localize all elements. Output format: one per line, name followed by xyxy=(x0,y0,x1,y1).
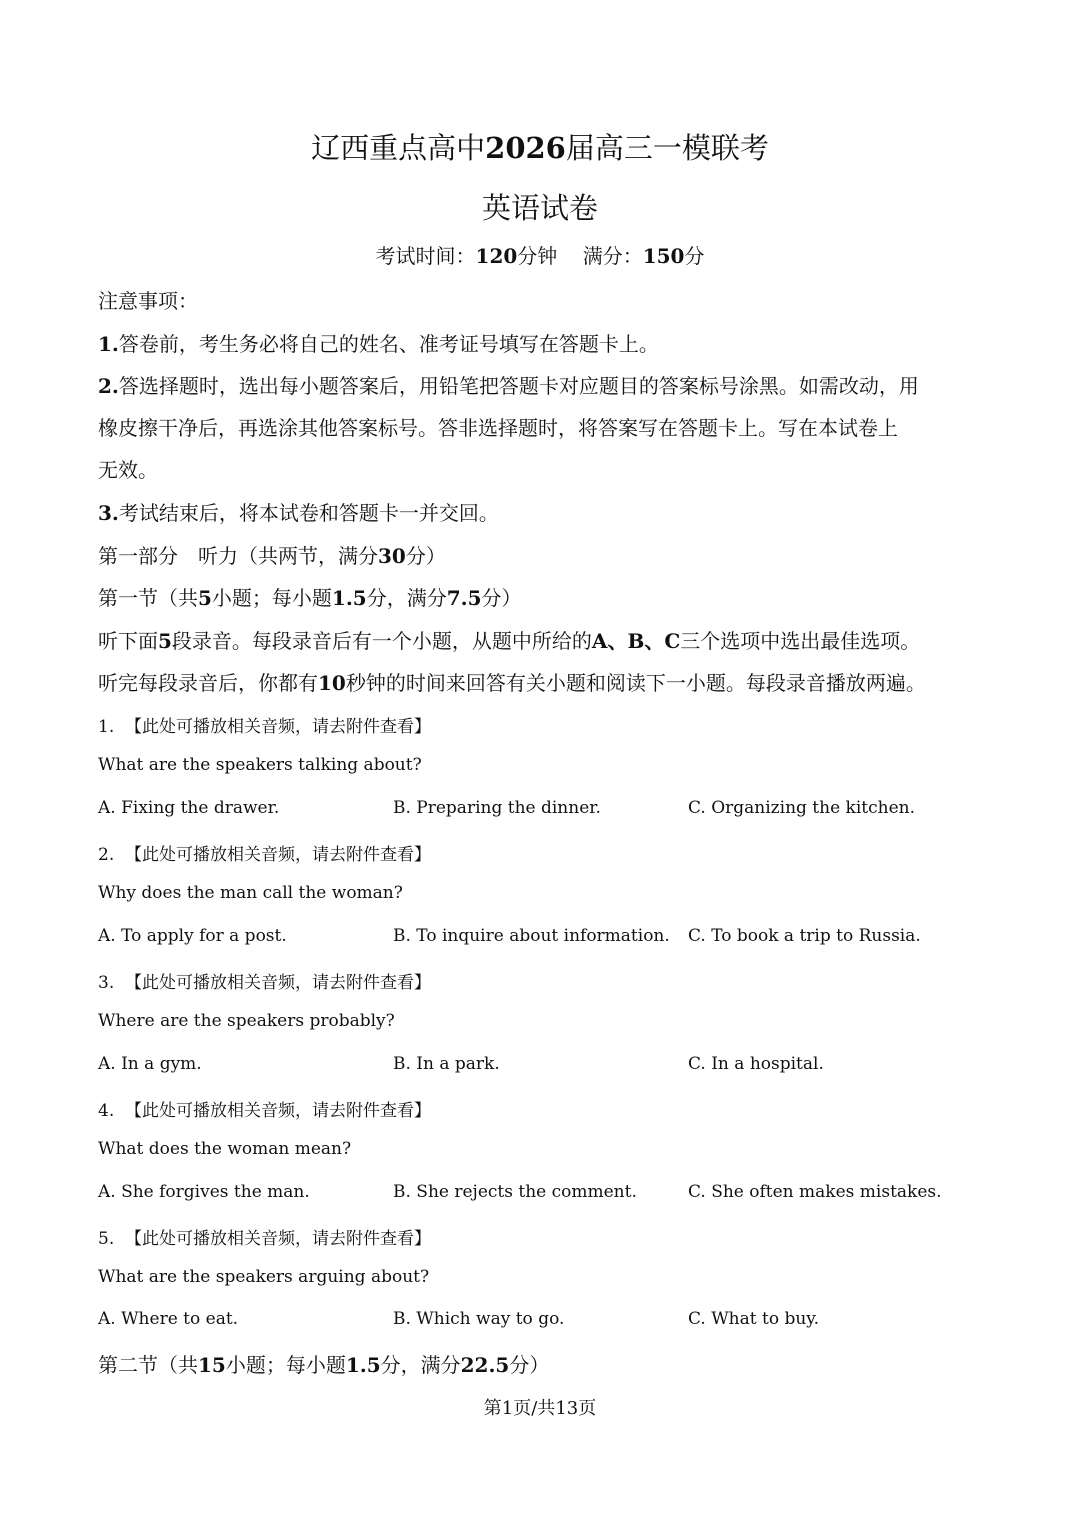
part1-heading xyxy=(98,540,998,569)
question-number: 5. xyxy=(98,1229,115,1249)
notice-item-2-cont: 橡皮擦干净后，再选涂其他答案标号。答非选择题时，将答案写在答题卡上。写在本试卷上 xyxy=(98,416,898,440)
audio-note[interactable]: 【此处可播放相关音频，请去附件查看】 xyxy=(125,973,432,993)
question-4-option-a: A. She forgives the man. xyxy=(98,1182,310,1202)
question-3-option-c: C. In a hospital. xyxy=(688,1054,824,1074)
notice-heading: 注意事项： xyxy=(98,289,198,313)
notice-item-2-cont: 无效。 xyxy=(98,458,158,482)
sec1-total: 7.5 xyxy=(446,586,482,610)
question-3-option-a: A. In a gym. xyxy=(98,1054,202,1074)
question-1-option-a: A. Fixing the drawer. xyxy=(98,798,280,818)
sec2-each: 1.5 xyxy=(345,1353,381,1377)
audio-note[interactable]: 【此处可播放相关音频，请去附件查看】 xyxy=(125,1101,432,1121)
instructions-line-2 xyxy=(98,667,998,696)
question-2-option-c: C. To book a trip to Russia. xyxy=(688,926,921,946)
notice-item-1 xyxy=(98,328,998,357)
sec2-text: 分，满分 xyxy=(380,1353,461,1377)
time-unit: 分钟 xyxy=(517,244,558,268)
sec1-text: 分） xyxy=(481,586,522,610)
question-2-stem: Why does the man call the woman? xyxy=(98,883,403,903)
question-number: 2. xyxy=(98,845,115,865)
question-2-audio[interactable] xyxy=(98,840,998,865)
exam-time-score xyxy=(0,240,1080,269)
question-number: 3. xyxy=(98,973,115,993)
notice-item-2 xyxy=(98,370,998,399)
sec2-text: 第二节（共 xyxy=(98,1353,198,1377)
sec1-text: 小题；每小题 xyxy=(211,586,332,610)
score-value: 150 xyxy=(642,244,685,268)
question-1-option-c: C. Organizing the kitchen. xyxy=(688,798,916,818)
notice-item-3 xyxy=(98,497,998,526)
question-4-stem: What does the woman mean? xyxy=(98,1139,352,1159)
notice-number: 2. xyxy=(98,374,119,398)
title-year: 2026 xyxy=(485,131,566,165)
instr-text: 听下面 xyxy=(98,629,158,653)
time-label: 考试时间： xyxy=(375,244,476,268)
question-2-option-b: B. To inquire about information. xyxy=(393,926,670,946)
instr-number: 10 xyxy=(318,671,346,695)
section2-heading xyxy=(98,1349,998,1378)
title-prefix: 辽西重点高中 xyxy=(311,131,486,165)
instr-text: 听完每段录音后，你都有 xyxy=(98,671,318,695)
question-5-audio[interactable] xyxy=(98,1224,998,1249)
sec1-each: 1.5 xyxy=(331,586,367,610)
question-5-option-a: A. Where to eat. xyxy=(98,1309,239,1329)
footer-text: 页/共 xyxy=(513,1398,556,1419)
notice-number: 3. xyxy=(98,501,119,525)
audio-note[interactable]: 【此处可播放相关音频，请去附件查看】 xyxy=(125,1229,432,1249)
question-3-option-b: B. In a park. xyxy=(393,1054,500,1074)
sec2-count: 15 xyxy=(198,1353,226,1377)
page-footer xyxy=(0,1394,1080,1420)
part1-heading-score: 30 xyxy=(378,544,406,568)
question-4-option-b: B. She rejects the comment. xyxy=(393,1182,637,1202)
instr-options: A、B、C xyxy=(591,629,681,653)
sec1-text: 第一节（共 xyxy=(98,586,198,610)
sec1-count: 5 xyxy=(198,586,212,610)
footer-page-number: 1 xyxy=(501,1398,514,1419)
time-value: 120 xyxy=(475,244,518,268)
audio-note[interactable]: 【此处可播放相关音频，请去附件查看】 xyxy=(125,717,432,737)
notice-text: 答选择题时，选出每小题答案后，用铅笔把答题卡对应题目的答案标号涂黑。如需改动，用 xyxy=(118,374,919,398)
score-unit: 分 xyxy=(684,244,705,268)
instr-number: 5 xyxy=(158,629,172,653)
question-5-option-c: C. What to buy. xyxy=(688,1309,820,1329)
instructions-line-1 xyxy=(98,625,998,654)
section1-heading xyxy=(98,582,998,611)
question-number: 1. xyxy=(98,717,115,737)
question-5-option-b: B. Which way to go. xyxy=(393,1309,565,1329)
footer-text: 第 xyxy=(483,1398,502,1419)
instr-text: 秒钟的时间来回答有关小题和阅读下一小题。每段录音播放两遍。 xyxy=(345,671,926,695)
sec2-text: 小题；每小题 xyxy=(225,1353,346,1377)
part1-heading-suffix: 分） xyxy=(405,544,446,568)
question-3-stem: Where are the speakers probably? xyxy=(98,1011,395,1031)
part1-heading-text: 第一部分 听力（共两节，满分 xyxy=(98,544,378,568)
title-suffix: 届高三一模联考 xyxy=(565,131,769,165)
instr-text: 段录音。每段录音后有一个小题，从题中所给的 xyxy=(171,629,592,653)
sec1-text: 分，满分 xyxy=(366,586,447,610)
question-1-audio[interactable] xyxy=(98,712,998,737)
instr-text: 三个选项中选出最佳选项。 xyxy=(680,629,921,653)
sec2-total: 22.5 xyxy=(460,1353,510,1377)
question-2-option-a: A. To apply for a post. xyxy=(98,926,287,946)
question-3-audio[interactable] xyxy=(98,968,998,993)
question-number: 4. xyxy=(98,1101,115,1121)
footer-total-pages: 13 xyxy=(555,1398,579,1419)
audio-note[interactable]: 【此处可播放相关音频，请去附件查看】 xyxy=(125,845,432,865)
notice-number: 1. xyxy=(98,332,119,356)
score-label: 满分： xyxy=(582,244,643,268)
exam-subject: 英语试卷 xyxy=(481,191,598,225)
question-5-stem: What are the speakers arguing about? xyxy=(98,1267,430,1287)
footer-text: 页 xyxy=(578,1398,597,1419)
question-4-audio[interactable] xyxy=(98,1096,998,1121)
notice-text: 答卷前，考生务必将自己的姓名、准考证号填写在答题卡上。 xyxy=(118,332,659,356)
question-1-stem: What are the speakers talking about? xyxy=(98,755,422,775)
sec2-text: 分） xyxy=(509,1353,550,1377)
question-1-option-b: B. Preparing the dinner. xyxy=(393,798,601,818)
notice-text: 考试结束后，将本试卷和答题卡一并交回。 xyxy=(118,501,499,525)
exam-title xyxy=(0,126,1080,167)
question-4-option-c: C. She often makes mistakes. xyxy=(688,1182,942,1202)
